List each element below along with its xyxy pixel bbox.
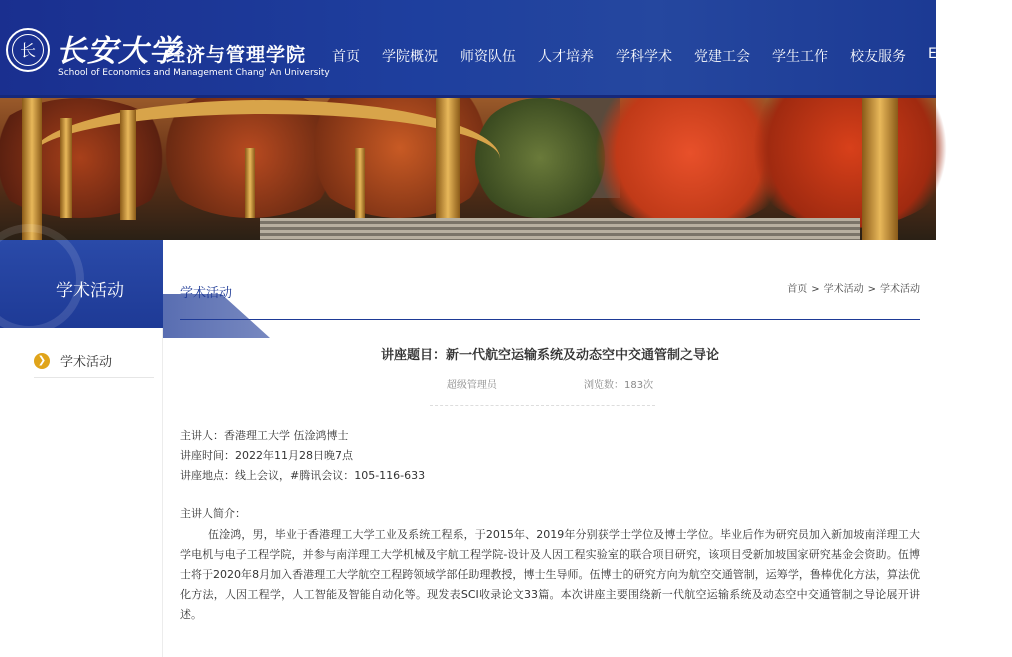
article-meta [180, 376, 920, 391]
sidebar-item-label: 学术活动 [60, 355, 113, 370]
article-author: 超级管理员 [446, 380, 497, 391]
nav-item-home[interactable]: 首页 [332, 49, 360, 65]
school-name[interactable]: 经济与管理学院 [166, 44, 307, 66]
speaker-intro-body: 伍淦鸿，男，毕业于香港理工大学工业及系统工程系，于2015年、2019年分别获学士学位及博士学位。毕业后作为研究员加入新加坡南洋理工大学电机与电子工程学院，并参与南洋理工大学机械及宇航工程学院-设计及人因工程实验室的联合项目研究，该项目受新加坡国家研究基金会资助。伍博士将于2020年8月加入香港理工大学航空工程跨领域学部任助理教授，博士生导师。伍博士的研究方向为航空交通管制，运筹学，鲁棒优化方法，算法优化方法，人因工程学，人工智能及智能自动化等。现发表SCI收录论文33篇。本次讲座主要围绕新一代航空运输系统及动态空中交通管制之导论展开讲述。 [180, 528, 920, 621]
section-title: 学术活动 [180, 286, 233, 301]
speaker-intro-heading: 主讲人简介： [180, 507, 246, 520]
nav-item-english[interactable]: ENGLISH [928, 46, 990, 62]
university-seal-icon: 长 [6, 28, 50, 72]
sidebar-title: 学术活动 [56, 281, 124, 301]
breadcrumb-level2[interactable]: 学术活动 [880, 284, 920, 295]
nav-item-faculty[interactable]: 师资队伍 [460, 49, 516, 65]
breadcrumb-home[interactable]: 首页 [787, 284, 808, 295]
chevron-right-icon: ❯ [34, 353, 50, 369]
campus-scenery-image [0, 98, 936, 240]
university-logo-text[interactable]: 长安大学 [56, 34, 180, 69]
breadcrumb [787, 280, 920, 295]
banner [0, 0, 990, 240]
nav-item-education[interactable]: 人才培养 [538, 49, 594, 65]
article-title: 讲座题目：新一代航空运输系统及动态空中交通管制之导论 [380, 348, 719, 363]
breadcrumb-level1[interactable]: 学术活动 [823, 284, 864, 295]
sidebar-title-block [0, 240, 163, 328]
main-content [180, 240, 920, 657]
lecture-place: 讲座地点：线上会议，#腾讯会议：105-116-633 [180, 469, 426, 482]
sidebar [0, 240, 163, 657]
sidebar-item-academic-activities[interactable] [34, 344, 154, 378]
nav-item-about[interactable]: 学院概况 [382, 49, 438, 65]
school-name-english: School of Economics and Management Chang' An University [58, 68, 330, 78]
lecture-info [180, 426, 425, 486]
divider [430, 405, 655, 406]
header-bar [0, 0, 990, 98]
main-nav [332, 46, 1012, 66]
nav-item-party-union[interactable]: 党建工会 [694, 49, 750, 65]
nav-item-academics[interactable]: 学科学术 [616, 49, 672, 65]
breadcrumb-separator: > [811, 284, 820, 295]
lecture-time: 讲座时间：2022年11月28日晚7点 [180, 449, 353, 462]
lecture-speaker: 主讲人：香港理工大学 伍淦鸿博士 [180, 429, 349, 442]
section-header [180, 240, 920, 320]
article-views: 浏览数：183次 [584, 380, 654, 391]
nav-item-student-affairs[interactable]: 学生工作 [772, 49, 828, 65]
breadcrumb-separator: > [867, 284, 876, 295]
nav-item-alumni[interactable]: 校友服务 [850, 49, 906, 65]
